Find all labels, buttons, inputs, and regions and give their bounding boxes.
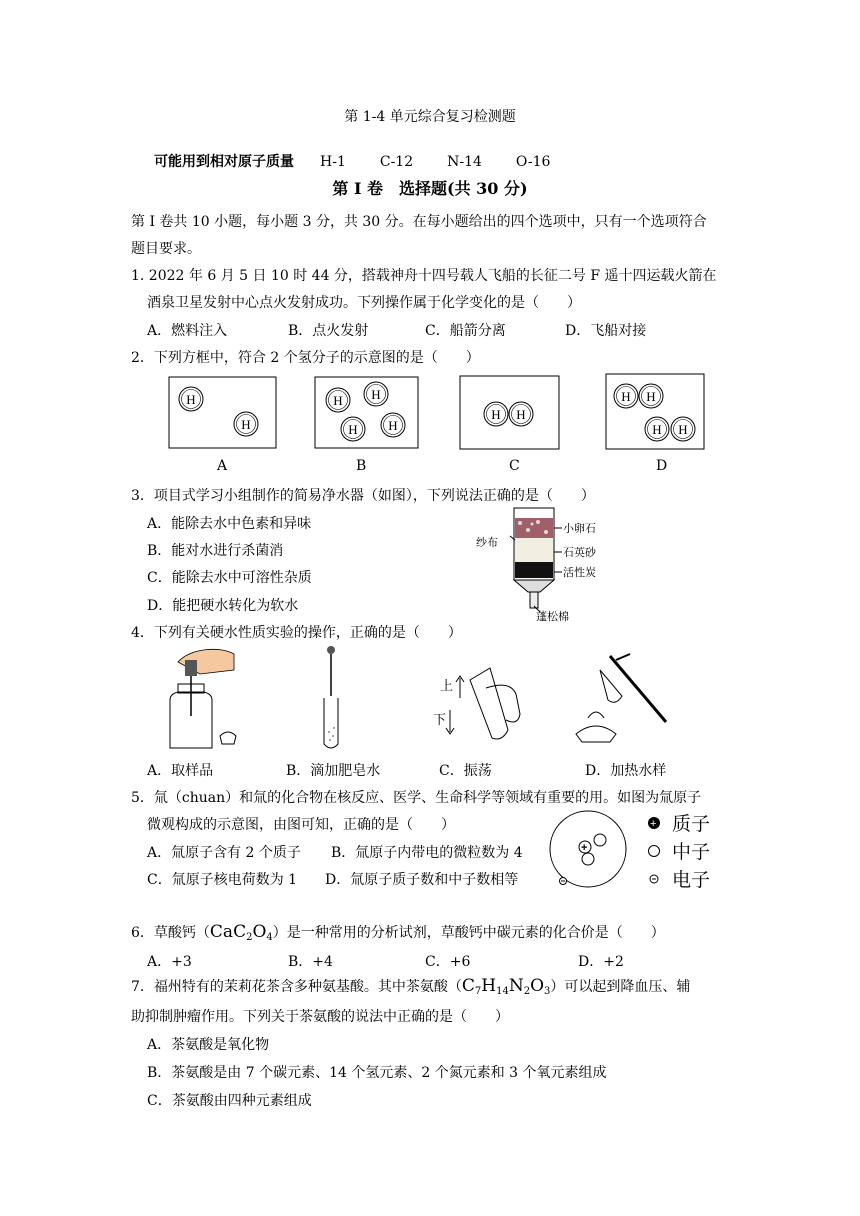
q7-formula: $C_7H_{14}N_2O_3$: [461, 976, 551, 997]
hydrogen-symbol: H: [371, 387, 381, 402]
q2-stem: 2．下列方框中，符合 2 个氢分子的示意图的是（ ）: [131, 350, 480, 366]
q7-option-c: C．茶氨酸由四种元素组成: [147, 1093, 312, 1109]
q6-formula: $CaC_2O_4$: [209, 922, 273, 943]
legend-neutron: 中子: [672, 842, 711, 863]
q3-option-b: B．能对水进行杀菌消: [147, 543, 284, 559]
q5-stem-line-2: 微观构成的示意图，由图可知，正确的是（ ）: [147, 817, 455, 833]
legend-electron: 电子: [672, 870, 711, 891]
q1-option-a: A．燃料注入: [147, 323, 228, 339]
intro-line-2: 题目要求。: [131, 241, 201, 257]
q6-option-b: B．+4: [288, 954, 333, 970]
q3-option-a: A．能除去水中色素和异味: [147, 516, 312, 532]
intro-line-1: 第 I 卷共 10 小题，每小题 3 分，共 30 分。在每小题给出的四个选项中，只有一个选项符合: [131, 214, 707, 230]
q6-stem: [131, 922, 665, 943]
q1-option-b: B．点火发射: [288, 323, 369, 339]
q6-option-d: D．+2: [578, 954, 624, 970]
filter-label-cotton: 蓬松棉: [536, 611, 569, 623]
q4-option-d: D．加热水样: [585, 763, 667, 779]
legend-proton: 质子: [672, 814, 711, 835]
q3-option-c: C．能除去水中可溶性杂质: [147, 570, 312, 586]
shaking-figure: [433, 668, 520, 739]
filter-label-carbon: 活性炭: [563, 567, 596, 579]
hydrogen-symbol: H: [652, 422, 662, 437]
mass-n: N-14: [447, 154, 482, 170]
hydrogen-symbol: H: [516, 407, 526, 422]
svg-text:+: +: [650, 818, 657, 830]
mass-h: H-1: [320, 154, 346, 170]
up-label: 上: [440, 678, 454, 693]
q2-label-c: C: [509, 458, 520, 474]
q4-stem: 4．下列有关硬水性质实验的操作，正确的是（ ）: [131, 625, 462, 641]
q7-stem-line-1: [131, 976, 690, 997]
hydrogen-symbol: H: [388, 418, 398, 433]
mass-c: C-12: [379, 154, 414, 170]
hydrogen-symbol: H: [491, 407, 501, 422]
q2-label-d: D: [656, 458, 668, 474]
q1-stem-line-2: 酒泉卫星发射中心点火发射成功。下列操作属于化学变化的是（ ）: [147, 295, 581, 311]
sample-bottle-figure: [170, 649, 236, 748]
hydrogen-symbol: H: [186, 392, 196, 407]
q5-stem-line-1: 5．氚（chuan）和氚的化合物在核反应、医学、生命科学等领域有重要的用。如图为氚原子: [131, 790, 702, 806]
q6-option-a: A．+3: [147, 954, 192, 970]
q6-stem-pre: 6．草酸钙（: [131, 925, 210, 941]
filter-label-sand: 石英砂: [563, 547, 596, 559]
q5-option-c: C．氚原子核电荷数为 1: [147, 872, 298, 888]
q2-label-b: B: [356, 458, 367, 474]
svg-text:+: +: [581, 842, 588, 854]
q4-option-a: A．取样品: [147, 763, 214, 779]
heating-figure: [576, 654, 666, 742]
q7-option-b: B．茶氨酸是由 7 个碳元素、14 个氢元素、2 个氮元素和 3 个氧元素组成: [147, 1065, 607, 1081]
hydrogen-symbol: H: [646, 389, 656, 404]
q7-stem-pre: 7．福州特有的茉莉花茶含多种氨基酸。其中茶氨酸（: [131, 979, 462, 995]
hydrogen-symbol: H: [333, 393, 343, 408]
q4-option-c: C．振荡: [439, 763, 492, 779]
q1-option-d: D．飞船对接: [565, 323, 647, 339]
q4-apparatus-figures: [130, 640, 690, 755]
section-heading: 第 I 卷 选择题(共 30 分): [332, 179, 528, 198]
q2-molecule-diagrams: [0, 0, 860, 480]
q6-stem-post: ）是一种常用的分析试剂，草酸钙中碳元素的化合价是（ ）: [272, 925, 665, 941]
q1-option-c: C．船箭分离: [425, 323, 506, 339]
q6-option-c: C．+6: [425, 954, 471, 970]
filter-label-cloth: 纱布: [476, 537, 498, 549]
hydrogen-symbol: H: [241, 417, 251, 432]
down-label: 下: [433, 712, 447, 727]
q5-option-d: D．氚原子质子数和中子数相等: [325, 872, 519, 888]
q2-label-a: A: [217, 458, 228, 474]
q1-stem-line-1: 1. 2022 年 6 月 5 日 10 时 44 分，搭载神舟十四号载人飞船的长征二号 F 遥十四运载火箭在: [131, 268, 717, 284]
hydrogen-symbol: H: [621, 389, 631, 404]
q7-stem-line-2: 助抑制肿瘤作用。下列关于茶氨酸的说法中正确的是（ ）: [131, 1009, 509, 1025]
q2-box-a: [169, 377, 276, 448]
hydrogen-symbol: H: [348, 422, 358, 437]
q7-option-a: A．茶氨酸是氧化物: [147, 1037, 270, 1053]
hydrogen-symbol: H: [678, 422, 688, 437]
filter-label-pebbles: 小卵石: [563, 523, 596, 535]
q4-option-b: B．滴加肥皂水: [286, 763, 381, 779]
tritium-atom-figure: [548, 806, 728, 896]
soap-water-figure: [324, 646, 338, 748]
water-filter-figure: [470, 500, 620, 625]
q7-stem-post: ）可以起到降血压、辅: [550, 979, 691, 995]
q3-stem: 3．项目式学习小组制作的简易净水器（如图），下列说法正确的是（ ）: [131, 488, 595, 504]
q5-option-b: B．氚原子内带电的微粒数为 4: [331, 845, 523, 861]
page-title: 第 1-4 单元综合复习检测题: [344, 109, 516, 125]
atomic-mass-label: 可能用到相对原子质量: [154, 154, 294, 170]
q3-option-d: D．能把硬水转化为软水: [147, 598, 299, 614]
mass-o: O-16: [515, 154, 551, 170]
q5-option-a: A．氚原子含有 2 个质子: [147, 845, 301, 861]
